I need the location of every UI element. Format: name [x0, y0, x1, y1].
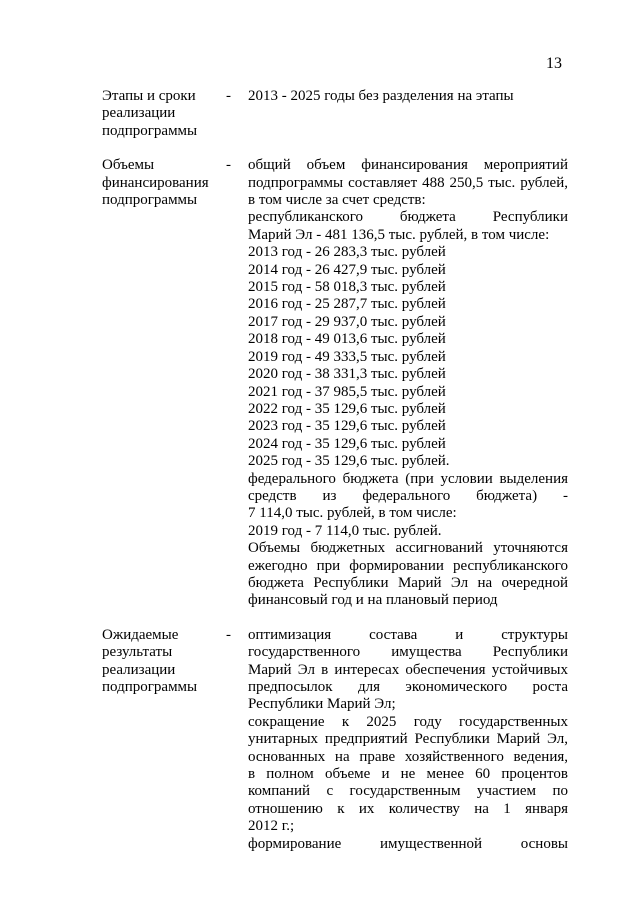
description-line: предпосылок для экономического роста	[248, 679, 568, 695]
description-line: 2013 год - 26 283,3 тыс. рублей	[248, 244, 446, 261]
row-term: Этапы и сроки реализации подпрограммы	[102, 88, 198, 139]
description-line: 2023 год - 35 129,6 тыс. рублей	[248, 418, 446, 435]
description-line: 2025 год - 35 129,6 тыс. рублей.	[248, 453, 450, 470]
description-line: 2019 год - 7 114,0 тыс. рублей.	[248, 522, 442, 539]
description-line: 7 114,0 тыс. рублей, в том числе:	[248, 505, 457, 522]
row-financing	[102, 157, 568, 610]
row-term: Объемы финансирования подпрограммы	[102, 157, 209, 209]
description-line: 2018 год - 49 013,6 тыс. рублей	[248, 331, 446, 348]
description-line: в полном объеме и не менее 60 процентов	[248, 766, 568, 783]
description-line: Объемы бюджетных ассигнований уточняются	[248, 540, 568, 557]
description-line: подпрограммы составляет 488 250,5 тыс. рублей,	[248, 174, 568, 191]
row-description	[248, 157, 568, 610]
description-line: 2020 год - 38 331,3 тыс. рублей	[248, 366, 446, 383]
description-line: 2015 год - 58 018,3 тыс. рублей	[248, 279, 446, 296]
description-line: Марий Эл в интересах обеспечения устойчивых	[248, 661, 568, 678]
row-description	[248, 627, 568, 853]
row-dash: -	[226, 88, 231, 104]
description-line: отношению к их количеству на 1 января	[248, 800, 568, 817]
description-line: 2013 - 2025 годы без разделения на этапы	[248, 88, 514, 104]
description-line: 2024 год - 35 129,6 тыс. рублей	[248, 435, 446, 452]
description-line: оптимизация состава и структуры	[248, 626, 568, 643]
description-line: финансовый год и на плановый период	[248, 592, 498, 609]
description-line: бюджета Республики Марий Эл на очередной	[248, 574, 568, 591]
description-line: Марий Эл - 481 136,5 тыс. рублей, в том числе:	[248, 226, 550, 243]
description-line: 2014 год - 26 427,9 тыс. рублей	[248, 261, 446, 278]
description-line: унитарных предприятий Республики Марий Эл,	[248, 731, 568, 748]
row-results	[102, 627, 568, 853]
row-dash: -	[226, 626, 231, 643]
row-stages	[102, 88, 568, 140]
row-term: Ожидаемые результаты реализации подпрограммы	[102, 626, 198, 695]
description-line: 2017 год - 29 937,0 тыс. рублей	[248, 313, 446, 330]
page-number: 13	[546, 55, 562, 72]
description-line: Республики Марий Эл;	[248, 696, 396, 713]
description-line: сокращение к 2025 году государственных	[248, 713, 568, 730]
description-line: 2022 год - 35 129,6 тыс. рублей	[248, 400, 446, 417]
row-dash: -	[226, 157, 231, 174]
description-line: компаний с государственным участием по	[248, 783, 568, 800]
description-line: формирование имущественной основы	[248, 835, 568, 852]
description-line: ежегодно при формировании республиканского	[248, 557, 568, 574]
description-line: республиканского бюджета Республики	[248, 209, 568, 226]
description-line: общий объем финансирования мероприятий	[248, 157, 568, 174]
description-line: 2019 год - 49 333,5 тыс. рублей	[248, 348, 446, 365]
description-line: 2012 г.;	[248, 818, 295, 835]
description-line: государственного имущества Республики	[248, 644, 568, 661]
passport-table	[102, 88, 568, 853]
row-description	[248, 88, 568, 140]
description-line: основанных на праве хозяйственного ведения,	[248, 748, 568, 765]
description-line: федерального бюджета (при условии выделения	[248, 470, 568, 487]
description-line: в том числе за счет средств:	[248, 192, 426, 209]
description-line: 2016 год - 25 287,7 тыс. рублей	[248, 296, 446, 313]
description-line: средств из федерального бюджета) -	[248, 487, 568, 504]
description-line: 2021 год - 37 985,5 тыс. рублей	[248, 383, 446, 400]
